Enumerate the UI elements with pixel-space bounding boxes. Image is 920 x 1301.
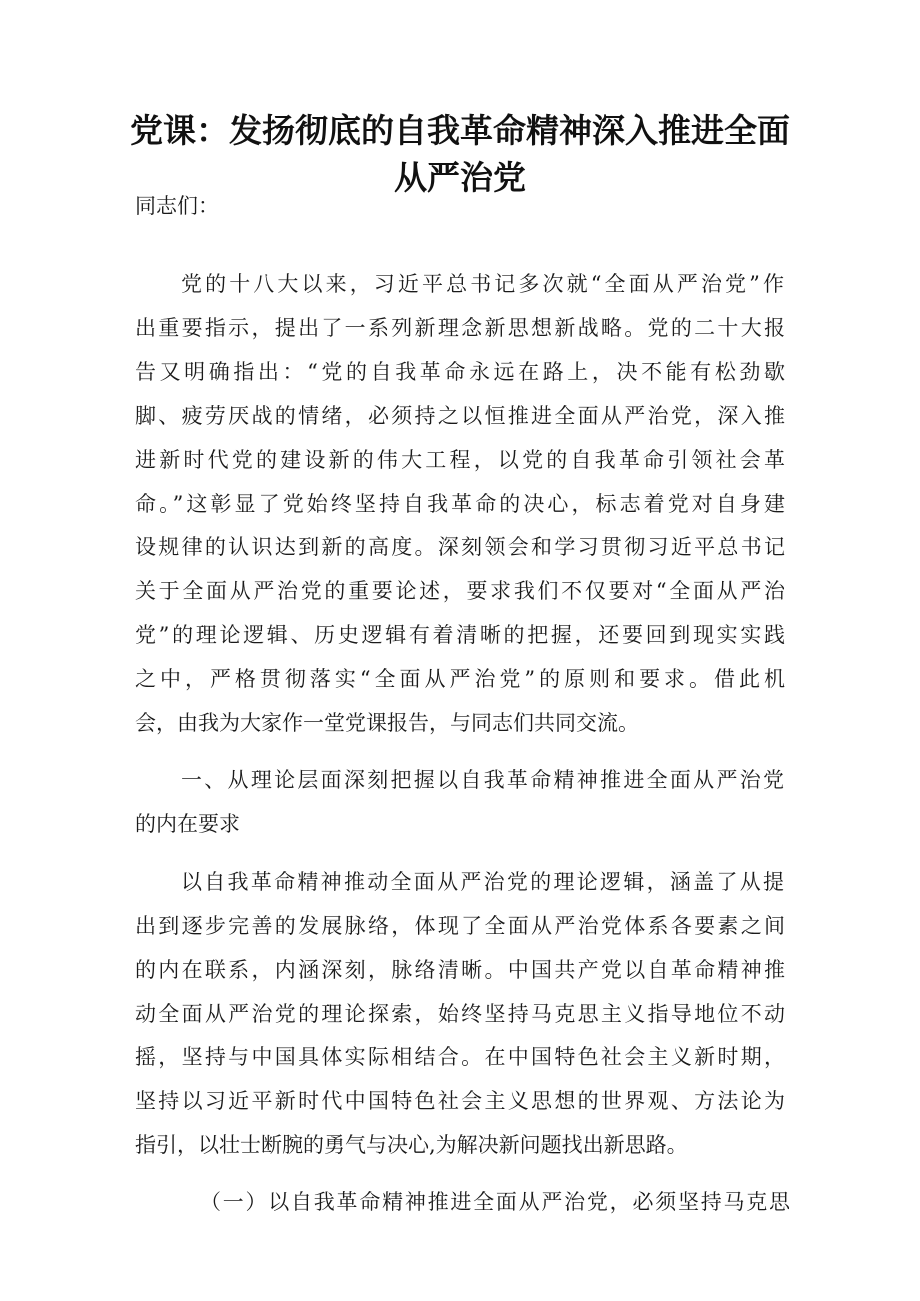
section-heading-line: 的内在要求 <box>135 812 240 836</box>
paragraph-2-line: 动全面从严治党的理论探索，始终坚持马克思主义指导地位不动 <box>135 1002 785 1026</box>
section-heading-line: 一、从理论层面深刻把握以自我革命精神推进全面从严治党 <box>181 768 784 792</box>
paragraph-2-line: 摇，坚持与中国具体实际相结合。在中国特色社会主义新时期， <box>135 1045 785 1069</box>
paragraph-1-line: 关于全面从严治党的重要论述，要求我们不仅要对“全面从严治 <box>135 579 785 603</box>
paragraph-2-line: 坚持以习近平新时代中国特色社会主义思想的世界观、方法论为 <box>135 1089 785 1113</box>
subsection-heading: （一）以自我革命精神推进全面从严治党，必须坚持马克思 <box>200 1190 790 1214</box>
paragraph-1-line: 出重要指示，提出了一系列新理念新思想新战略。党的二十大报 <box>135 316 785 340</box>
paragraph-2-line: 以自我革命精神推动全面从严治党的理论逻辑，涵盖了从提 <box>181 870 784 894</box>
paragraph-2-line: 指引，以壮士断腕的勇气与决心,为解决新问题找出新思路。 <box>135 1133 688 1157</box>
paragraph-1-line: 脚、疲劳厌战的情绪，必须持之以恒推进全面从严治党，深入推 <box>135 404 785 428</box>
document-title-line-2: 从严治党 <box>394 158 526 197</box>
paragraph-1-line: 进新时代党的建设新的伟大工程，以党的自我革命引领社会革 <box>135 448 785 472</box>
paragraph-1-line: 会，由我为大家作一堂党课报告，与同志们共同交流。 <box>135 711 639 735</box>
paragraph-1-line: 之中，严格贯彻落实“全面从严治党”的原则和要求。借此机 <box>135 667 785 691</box>
paragraph-1-line: 告又明确指出：“党的自我革命永远在路上，决不能有松劲歇 <box>135 360 785 384</box>
salutation: 同志们： <box>135 194 219 218</box>
paragraph-2-line: 的内在联系，内涵深刻，脉络清晰。中国共产党以自革命精神推 <box>135 958 785 982</box>
paragraph-1-line: 设规律的认识达到新的高度。深刻领会和学习贯彻习近平总书记 <box>135 535 785 559</box>
paragraph-2-line: 出到逐步完善的发展脉络，体现了全面从严治党体系各要素之间 <box>135 914 785 938</box>
document-title-line-1: 党课：发扬彻底的自我革命精神深入推进全面 <box>130 111 790 150</box>
paragraph-1-line: 党的十八大以来，习近平总书记多次就“全面从严治党”作 <box>181 272 784 296</box>
paragraph-1-line: 党”的理论逻辑、历史逻辑有着清晰的把握，还要回到现实实践 <box>135 623 785 647</box>
paragraph-1-line: 命。”这彰显了党始终坚持自我革命的决心，标志着党对自身建 <box>135 492 785 516</box>
